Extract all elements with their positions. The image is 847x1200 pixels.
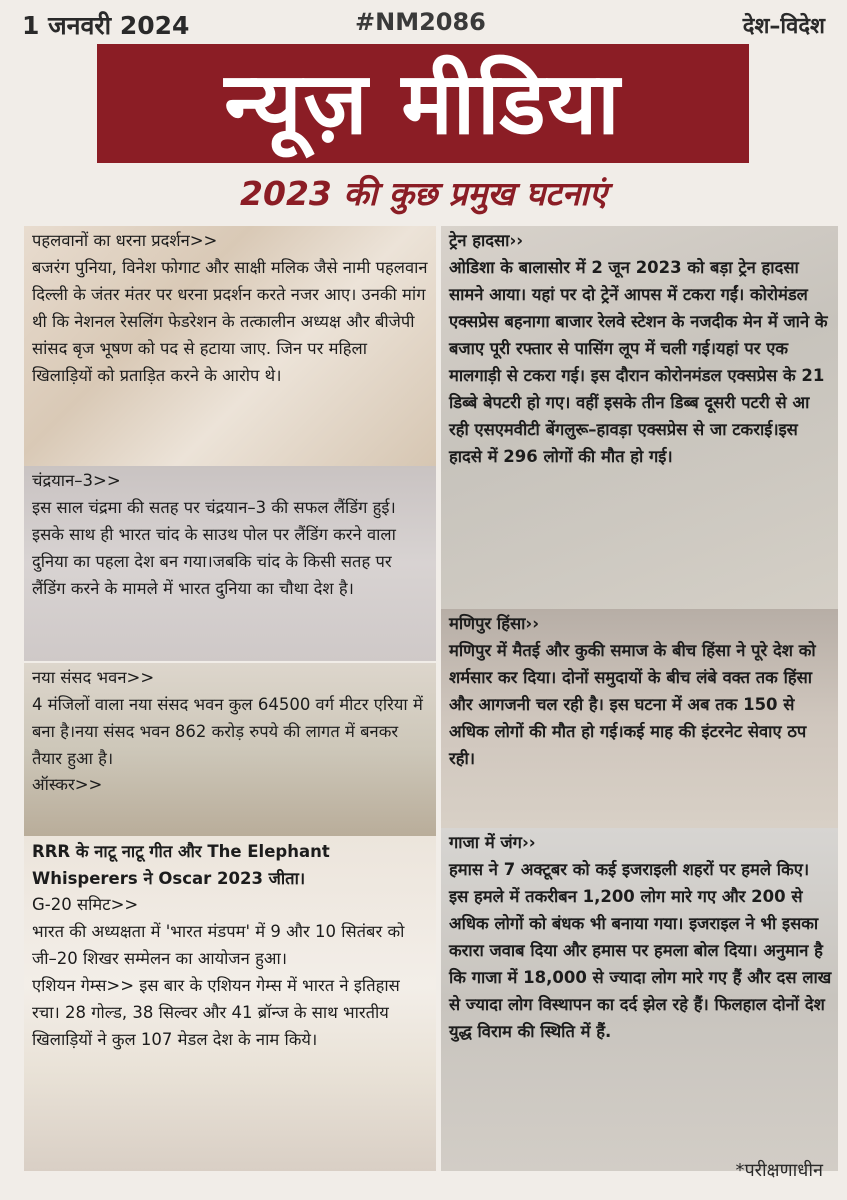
left-column bbox=[24, 226, 436, 1171]
article-body: इस बार के एशियन गेम्स में भारत ने इतिहास रचा। 28 गोल्ड, 38 सिल्वर और 41 ब्रॉन्ज के साथ भारतीय खिलाड़ियों ने कुल 107 मेडल देश के नाम किये। bbox=[32, 976, 400, 1049]
article-wrestlers bbox=[24, 226, 436, 466]
article-heading: पहलवानों का धरना प्रदर्शन>> bbox=[32, 231, 218, 250]
article-heading: चंद्रयान–3>> bbox=[32, 471, 121, 490]
article-heading: ट्रेन हादसा›› bbox=[449, 231, 524, 250]
section-label: देश–विदेश bbox=[742, 14, 825, 39]
article-heading: G-20 समिट>> bbox=[32, 895, 139, 914]
issue-date: 1 जनवरी 2024 bbox=[22, 11, 190, 40]
article-body: RRR के नाटू नाटू गीत और The Elephant Whisperers ने Oscar 2023 जीता। bbox=[32, 842, 330, 888]
article-body: बजरंग पुनिया, विनेश फोगाट और साक्षी मलिक जैसे नामी पहलवान दिल्ली के जंतर मंतर पर धरना प्रदर्शन करते नजर आए। उनकी मांग थी कि नेशनल रेसलिंग फेडरेशन के तत्कालीन अध्यक्ष और बीजेपी सांसद बृज भूषण को पद से हटाया जाए. जिन पर महिला खिलाड़ियों को प्रताड़ित करने के आरोप थे। bbox=[32, 258, 428, 385]
article-body: इस साल चंद्रमा की सतह पर चंद्रयान–3 की सफल लैंडिंग हुई। इसके साथ ही भारत चांद के साउथ पोल पर लैंडिंग करने वाला दुनिया का पहला देश बन गया।जबकि चांद के किसी सतह पर लैंडिंग करने के मामले में भारत दुनिया का चौथा देश है। bbox=[32, 498, 396, 598]
top-bar bbox=[0, 0, 847, 44]
article-manipur bbox=[441, 609, 838, 828]
article-heading: एशियन गेम्स>> bbox=[32, 976, 135, 995]
article-heading: नया संसद भवन>> bbox=[32, 668, 155, 687]
masthead bbox=[97, 44, 749, 163]
article-body: ओडिशा के बालासोर में 2 जून 2023 को बड़ा ट्रेन हादसा सामने आया। यहां पर दो ट्रेनें आपस में टकरा गईं। कोरोमंडल एक्सप्रेस बहनागा बाजार रेलवे स्टेशन के नजदीक मेन में जाने के बजाए पूरी रफ्तार से पासिंग लूप में चली गई।यहां पर एक मालगाड़ी से टकरा गई। इस दौरान कोरोनमंडल एक्सप्रेस के 21 डिब्बे बेपटरी हो गए। वहीं इसके तीन डिब्ब दूसरी पटरी से आ रही एसएमवीटी बेंगलुरू–हावड़ा एक्सप्रेस से जा टकराई।इस हादसे में 296 लोगों की मौत हो गई। bbox=[449, 258, 828, 466]
issue-tag: #NM2086 bbox=[355, 8, 486, 36]
article-asian-games bbox=[32, 972, 430, 1053]
page-subtitle: 2023 की कुछ प्रमुख घटनाएं bbox=[240, 174, 607, 213]
article-gaza bbox=[441, 828, 838, 1171]
article-heading: मणिपुर हिंसा›› bbox=[449, 614, 539, 633]
article-chandrayaan bbox=[24, 466, 436, 661]
article-body: भारत की अध्यक्षता में 'भारत मंडपम' में 9 और 10 सितंबर को जी–20 शिखर सम्मेलन का आयोजन हुआ। bbox=[32, 922, 405, 968]
article-body: मणिपुर में मैतई और कुकी समाज के बीच हिंसा ने पूरे देश को शर्मसार कर दिया। दोनों समुदायों के बीच लंबे वक्त तक हिंसा और आगजनी चल रही है। इस घटना में अब तक 150 से अधिक लोगों की मौत हो गई।कई माह की इंटरनेट सेवाए ठप रही। bbox=[449, 641, 816, 768]
article-body: 4 मंजिलों वाला नया संसद भवन कुल 64500 वर्ग मीटर एरिया में बना है।नया संसद भवन 862 करोड़ रुपये की लागत में बनकर तैयार हुआ है। bbox=[32, 695, 423, 768]
article-train bbox=[441, 226, 838, 609]
footnote: *परीक्षणाधीन bbox=[735, 1160, 823, 1181]
right-column bbox=[441, 226, 838, 1171]
masthead-title: न्यूज़ मीडिया bbox=[224, 53, 622, 154]
article-heading: गाजा में जंग›› bbox=[449, 833, 536, 852]
article-heading: ऑस्कर>> bbox=[32, 775, 103, 794]
article-body: हमास ने 7 अक्टूबर को कई इजराइली शहरों पर हमले किए। इस हमले में तकरीबन 1,200 लोग मारे गए और 200 से अधिक लोगों को बंधक भी बनाया गया। इजराइल ने भी इसका करारा जवाब दिया और हमास पर हमला बोल दिया। अनुमान है कि गाजा में 18,000 से ज्यादा लोग मारे गए हैं और दस लाख से ज्यादा लोग विस्थापन का दर्द झेल रहे हैं। फिलहाल दोनों देश युद्ध विराम की स्थिति में हैं. bbox=[449, 860, 832, 1041]
article-parliament bbox=[24, 663, 436, 836]
article-oscar-g20-asiangames bbox=[24, 836, 436, 1171]
